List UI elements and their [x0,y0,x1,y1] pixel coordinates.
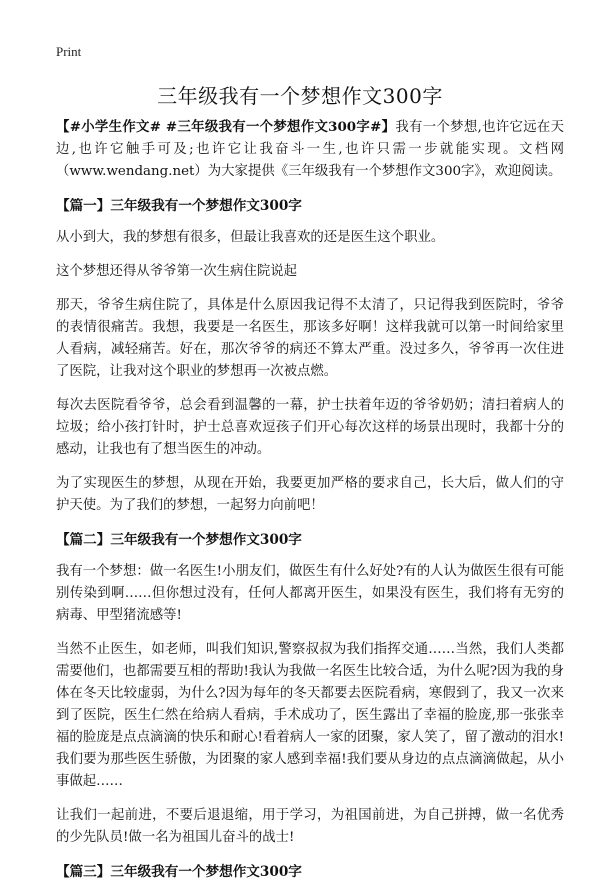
paragraph: 这个梦想还得从爷爷第一次生病住院说起 [56,264,298,279]
page-title: 三年级我有一个梦想作文300字 [157,84,443,108]
paragraph: 我有一个梦想：做一名医生!小朋友们，做医生有什么好处?有的人认为做医生很有可能别传染到啊……但你想过没有，任何人都离开医生，如果没有医生，我们将有无穷的病毒、甲型猪流感等! [56,564,565,623]
article-body [56,116,564,893]
paragraph: 每次去医院看爷爷，总会看到温馨的一幕，护士扶着年迈的爷爷奶奶；清扫着病人的垃圾；给小孩打针时，护士总喜欢逗孩子们开心每次这样的场景出现时，我都十分的感动，让我也有了想当医生的冲动。 [56,398,564,457]
paragraph: 为了实现医生的梦想，从现在开始，我要更加严格的要求自己，长大后，做人们的守护天使。为了我们的梦想，一起努力向前吧！ [56,476,564,513]
intro-tags: 【#小学生作文# #三年级我有一个梦想作文300字#】 [56,119,396,135]
intro-text: 我有一个梦想,也许它远在天边,也许它触手可及;也许它让我奋斗一生,也许只需一步就能实现。文档网（www.wendang.net）为大家提供《三年级我有一个梦想作文300字》，欢迎阅读。 [56,120,564,179]
section-heading: 【篇一】三年级我有一个梦想作文300字 [56,198,302,214]
print-link[interactable]: Print [56,44,82,59]
paragraph: 当然不止医生，如老师，叫我们知识,警察叔叔为我们指挥交通……当然，我们人类都需要他们，也都需要互相的帮助!我认为我做一名医生比较合适，为什么呢?因为我的身体在冬天比较虚弱，为什么?因为每年的冬天都要去医院看病，寒假到了，我又一次来到了医院，医生仁然在给病人看病，手术成功了，医生露出了幸福的脸庞,那一张张幸福的脸庞是点点滴滴的快乐和耐心!看着病人一家的团聚，家人笑了，留了激动的泪水!我们要为那些医生骄傲，为团聚的家人感到幸福!我们要从身边的点点滴滴做起，从小事做起…… [56,642,565,789]
paragraph: 从小到大，我的梦想有很多，但最让我喜欢的还是医生这个职业。 [56,230,445,245]
paragraph: 让我们一起前进，不要后退退缩，用于学习，为祖国前进，为自己拼搏，做一名优秀的少先队员!做一名为祖国儿奋斗的战士! [56,808,564,845]
section-heading: 【篇三】三年级我有一个梦想作文300字 [56,864,302,880]
paragraph: 那天，爷爷生病住院了，具体是什么原因我记得不太清了，只记得我到医院时，爷爷的表情很痛苦。我想，我要是一名医生，那该多好啊！这样我就可以第一时间给家里人看病，减轻痛苦。好在，那次爷爷的病还不算太严重。没过多久，爷爷再一次住进了医院，让我对这个职业的梦想再一次被点燃。 [56,298,564,379]
intro-paragraph [56,116,564,183]
section-heading: 【篇二】三年级我有一个梦想作文300字 [56,532,302,548]
